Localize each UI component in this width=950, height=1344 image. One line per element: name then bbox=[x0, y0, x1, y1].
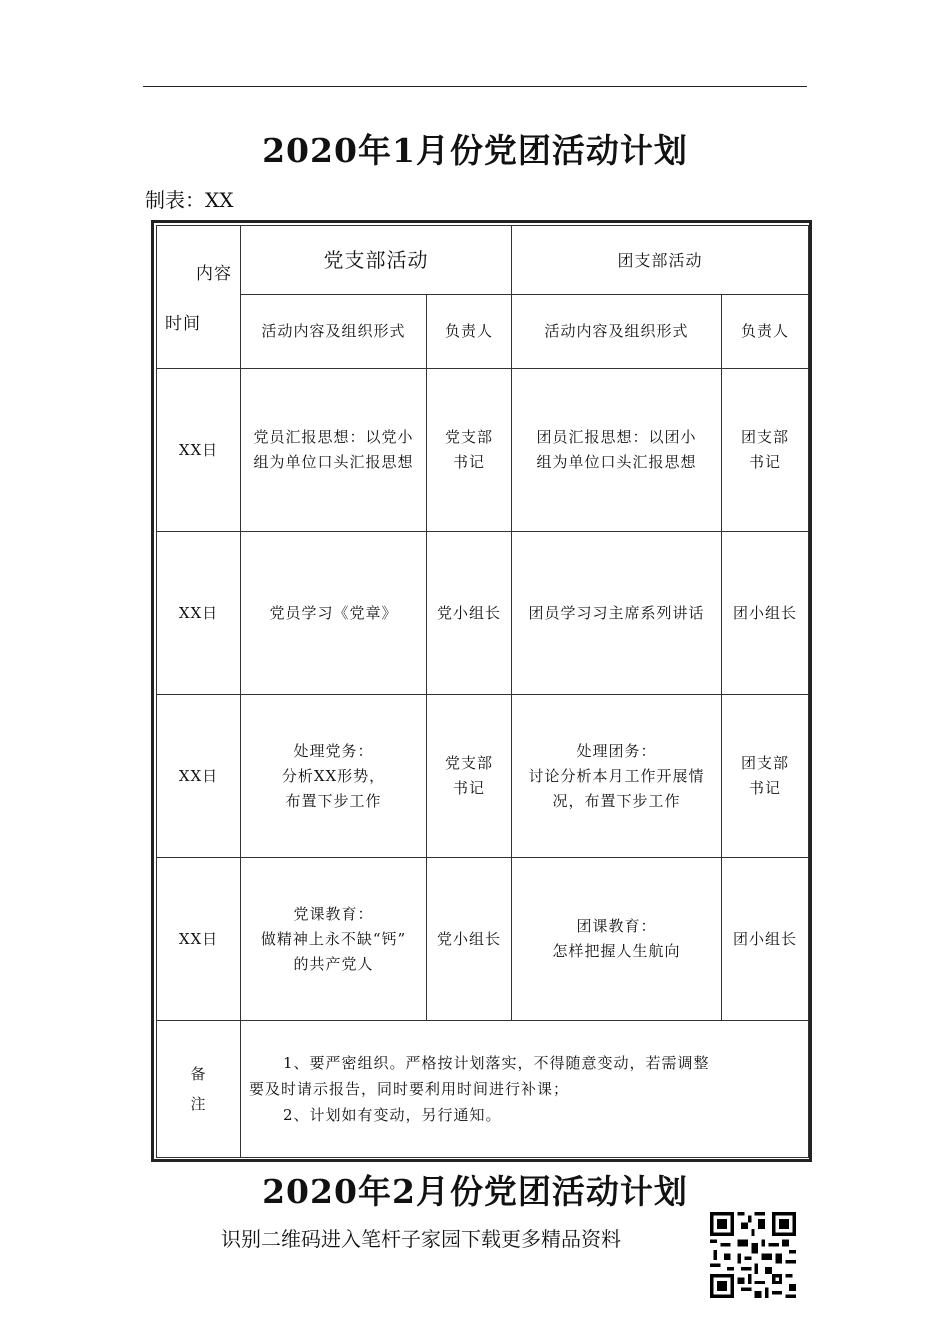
league-activity-cell: 团员汇报思想：以团小 组为单位口头汇报思想 bbox=[512, 369, 722, 532]
footer-promo-text: 识别二维码进入笔杆子家园下载更多精品资料 bbox=[221, 1227, 621, 1251]
next-month-title: 2020年2月份党团活动计划 bbox=[262, 1172, 688, 1211]
party-branch-header: 党支部活动 bbox=[241, 226, 512, 295]
header-rule bbox=[143, 86, 807, 87]
league-activity-cell: 团员学习习主席系列讲话 bbox=[512, 532, 722, 695]
party-owner-cell: 党小组长 bbox=[427, 858, 512, 1021]
date-cell: XX日 bbox=[157, 369, 241, 532]
remarks-row bbox=[157, 1021, 809, 1158]
corner-header-cell bbox=[157, 226, 241, 369]
party-activity-cell: 党员学习《党章》 bbox=[241, 532, 427, 695]
league-owner-cell: 团支部 书记 bbox=[722, 369, 809, 532]
league-activity-col-header: 活动内容及组织形式 bbox=[512, 295, 722, 369]
date-cell: XX日 bbox=[157, 532, 241, 695]
date-cell: XX日 bbox=[157, 858, 241, 1021]
activity-plan-table bbox=[156, 225, 809, 1158]
table-row bbox=[157, 532, 809, 695]
party-activity-col-header: 活动内容及组织形式 bbox=[241, 295, 427, 369]
remarks-label-cell: 备 注 bbox=[157, 1021, 241, 1158]
table-row bbox=[157, 858, 809, 1021]
league-owner-cell: 团小组长 bbox=[722, 858, 809, 1021]
remarks-cell bbox=[241, 1021, 809, 1158]
league-branch-header: 团支部活动 bbox=[512, 226, 809, 295]
qr-code-icon bbox=[710, 1212, 796, 1298]
party-owner-col-header: 负责人 bbox=[427, 295, 512, 369]
table-row bbox=[157, 695, 809, 858]
party-activity-cell: 党员汇报思想：以党小 组为单位口头汇报思想 bbox=[241, 369, 427, 532]
party-activity-cell: 处理党务： 分析XX形势， 布置下步工作 bbox=[241, 695, 427, 858]
league-owner-cell: 团小组长 bbox=[722, 532, 809, 695]
content-label: 内容 bbox=[196, 264, 232, 284]
remark-line: 要及时请示报告，同时要利用时间进行补课； bbox=[249, 1080, 570, 1098]
page-title: 2020年1月份党团活动计划 bbox=[262, 131, 688, 170]
league-owner-col-header: 负责人 bbox=[722, 295, 809, 369]
party-activity-cell: 党课教育： 做精神上永不缺“钙” 的共产党人 bbox=[241, 858, 427, 1021]
remark-line: 2、计划如有变动，另行通知。 bbox=[283, 1106, 502, 1124]
party-owner-cell: 党支部 书记 bbox=[427, 695, 512, 858]
table-row bbox=[157, 369, 809, 532]
party-owner-cell: 党小组长 bbox=[427, 532, 512, 695]
league-activity-cell: 团课教育： 怎样把握人生航向 bbox=[512, 858, 722, 1021]
party-owner-cell: 党支部 书记 bbox=[427, 369, 512, 532]
time-label: 时间 bbox=[165, 314, 201, 334]
league-activity-cell: 处理团务： 讨论分析本月工作开展情 况，布置下步工作 bbox=[512, 695, 722, 858]
league-owner-cell: 团支部 书记 bbox=[722, 695, 809, 858]
table-maker: 制表：XX bbox=[145, 188, 234, 212]
remark-line: 1、要严密组织。严格按计划落实，不得随意变动，若需调整 bbox=[283, 1054, 710, 1072]
date-cell: XX日 bbox=[157, 695, 241, 858]
